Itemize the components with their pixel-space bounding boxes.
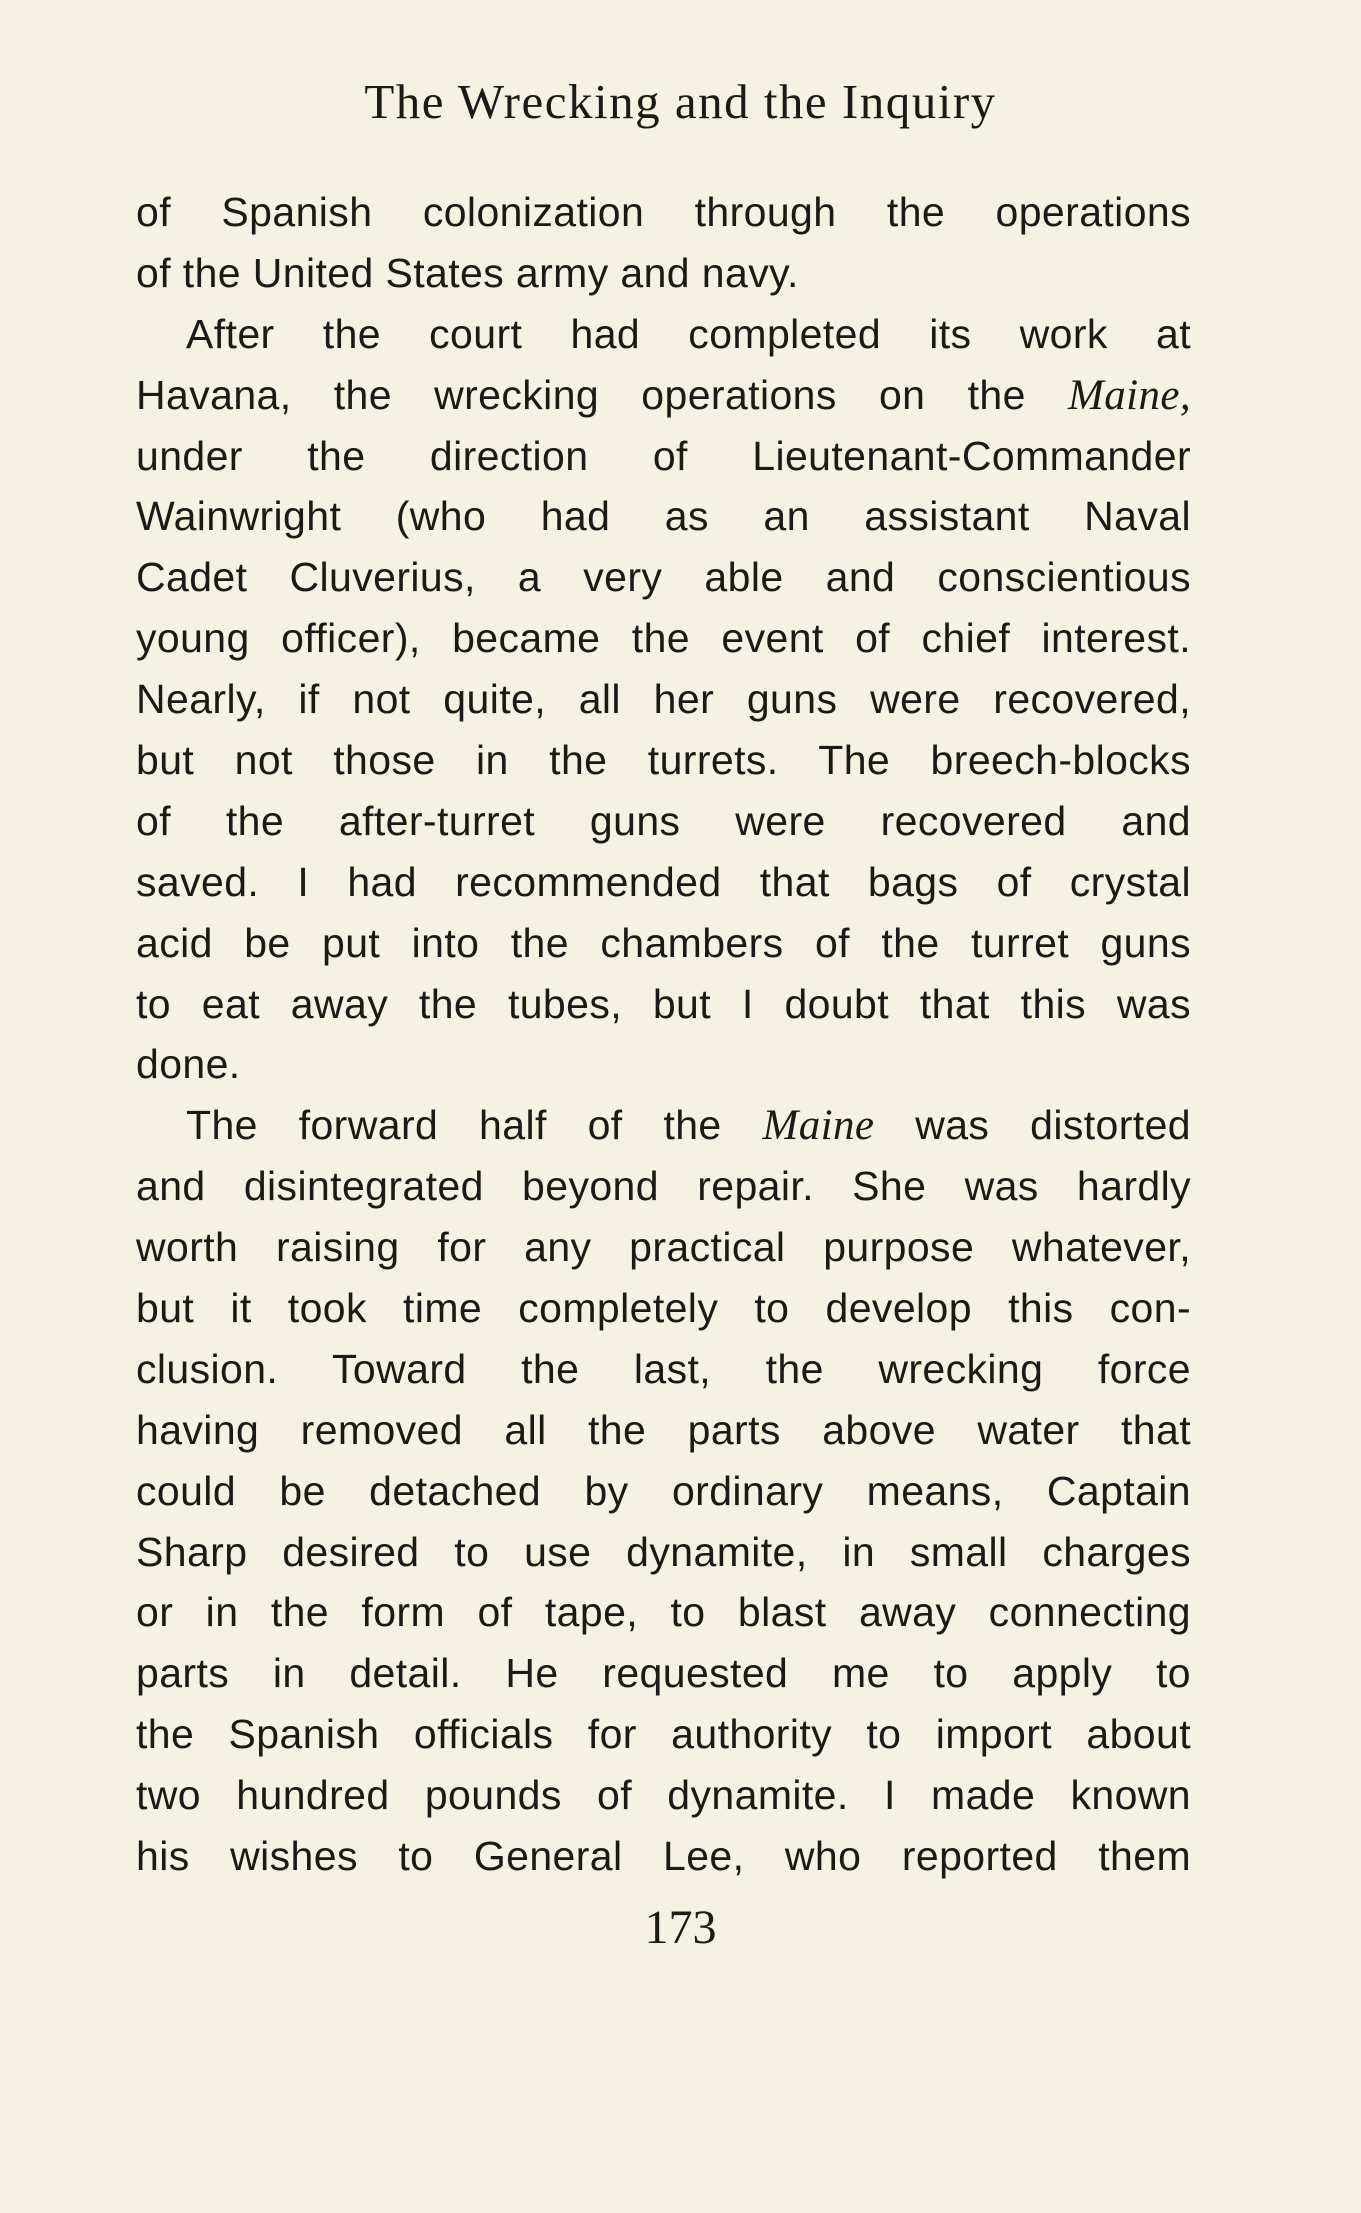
- text-line: After the court had completed its work at: [186, 310, 1191, 357]
- text-line: and disintegrated beyond repair. She was hardly: [136, 1163, 1191, 1210]
- text-line: of the United States army and navy.: [136, 249, 799, 296]
- running-head: The Wrecking and the Inquiry: [364, 74, 997, 129]
- text-line: acid be put into the chambers of the turret guns: [136, 919, 1191, 966]
- text-line: parts in detail. He requested me to apply to: [136, 1650, 1191, 1697]
- text-line: his wishes to General Lee, who reported them: [136, 1833, 1191, 1880]
- text-line: having removed all the parts above water that: [136, 1406, 1191, 1453]
- text-line: could be detached by ordinary means, Captain: [136, 1467, 1191, 1514]
- text-line: or in the form of tape, to blast away connecting: [136, 1589, 1191, 1636]
- text-line: Sharp desired to use dynamite, in small charges: [136, 1528, 1191, 1575]
- text-segment: Havana, the wrecking operations on the: [136, 371, 1068, 418]
- text-segment: was distorted: [874, 1102, 1191, 1149]
- text-line: two hundred pounds of dynamite. I made known: [136, 1772, 1191, 1819]
- text-line: Nearly, if not quite, all her guns were recovered,: [136, 676, 1191, 723]
- text-line: of the after-turret guns were recovered and: [136, 797, 1191, 844]
- ship-name: Maine,: [1067, 371, 1191, 419]
- text-line: but not those in the turrets. The breech-blocks: [136, 737, 1191, 784]
- text-line: worth raising for any practical purpose whatever,: [136, 1224, 1191, 1271]
- text-line: young officer), became the event of chief interest.: [136, 615, 1191, 662]
- text-line: [136, 1095, 1191, 1156]
- text-line: under the direction of Lieutenant-Commander: [136, 432, 1191, 479]
- ship-name: Maine: [762, 1102, 875, 1150]
- text-line: clusion. Toward the last, the wrecking force: [136, 1345, 1191, 1392]
- body-text: [136, 182, 1191, 1887]
- text-line: but it took time completely to develop this con-: [136, 1285, 1191, 1332]
- text-line: Cadet Cluverius, a very able and conscientious: [136, 554, 1191, 601]
- page-number: 173: [644, 1901, 717, 1954]
- text-segment: The forward half of the: [186, 1102, 763, 1149]
- text-line: Wainwright (who had as an assistant Naval: [136, 493, 1191, 540]
- text-line: of Spanish colonization through the operations: [136, 189, 1191, 235]
- text-line: to eat away the tubes, but I doubt that this was: [136, 980, 1191, 1027]
- text-line: the Spanish officials for authority to import about: [136, 1711, 1191, 1758]
- text-line: saved. I had recommended that bags of crystal: [136, 858, 1191, 905]
- text-line: [136, 365, 1191, 426]
- text-line: done.: [136, 1041, 241, 1088]
